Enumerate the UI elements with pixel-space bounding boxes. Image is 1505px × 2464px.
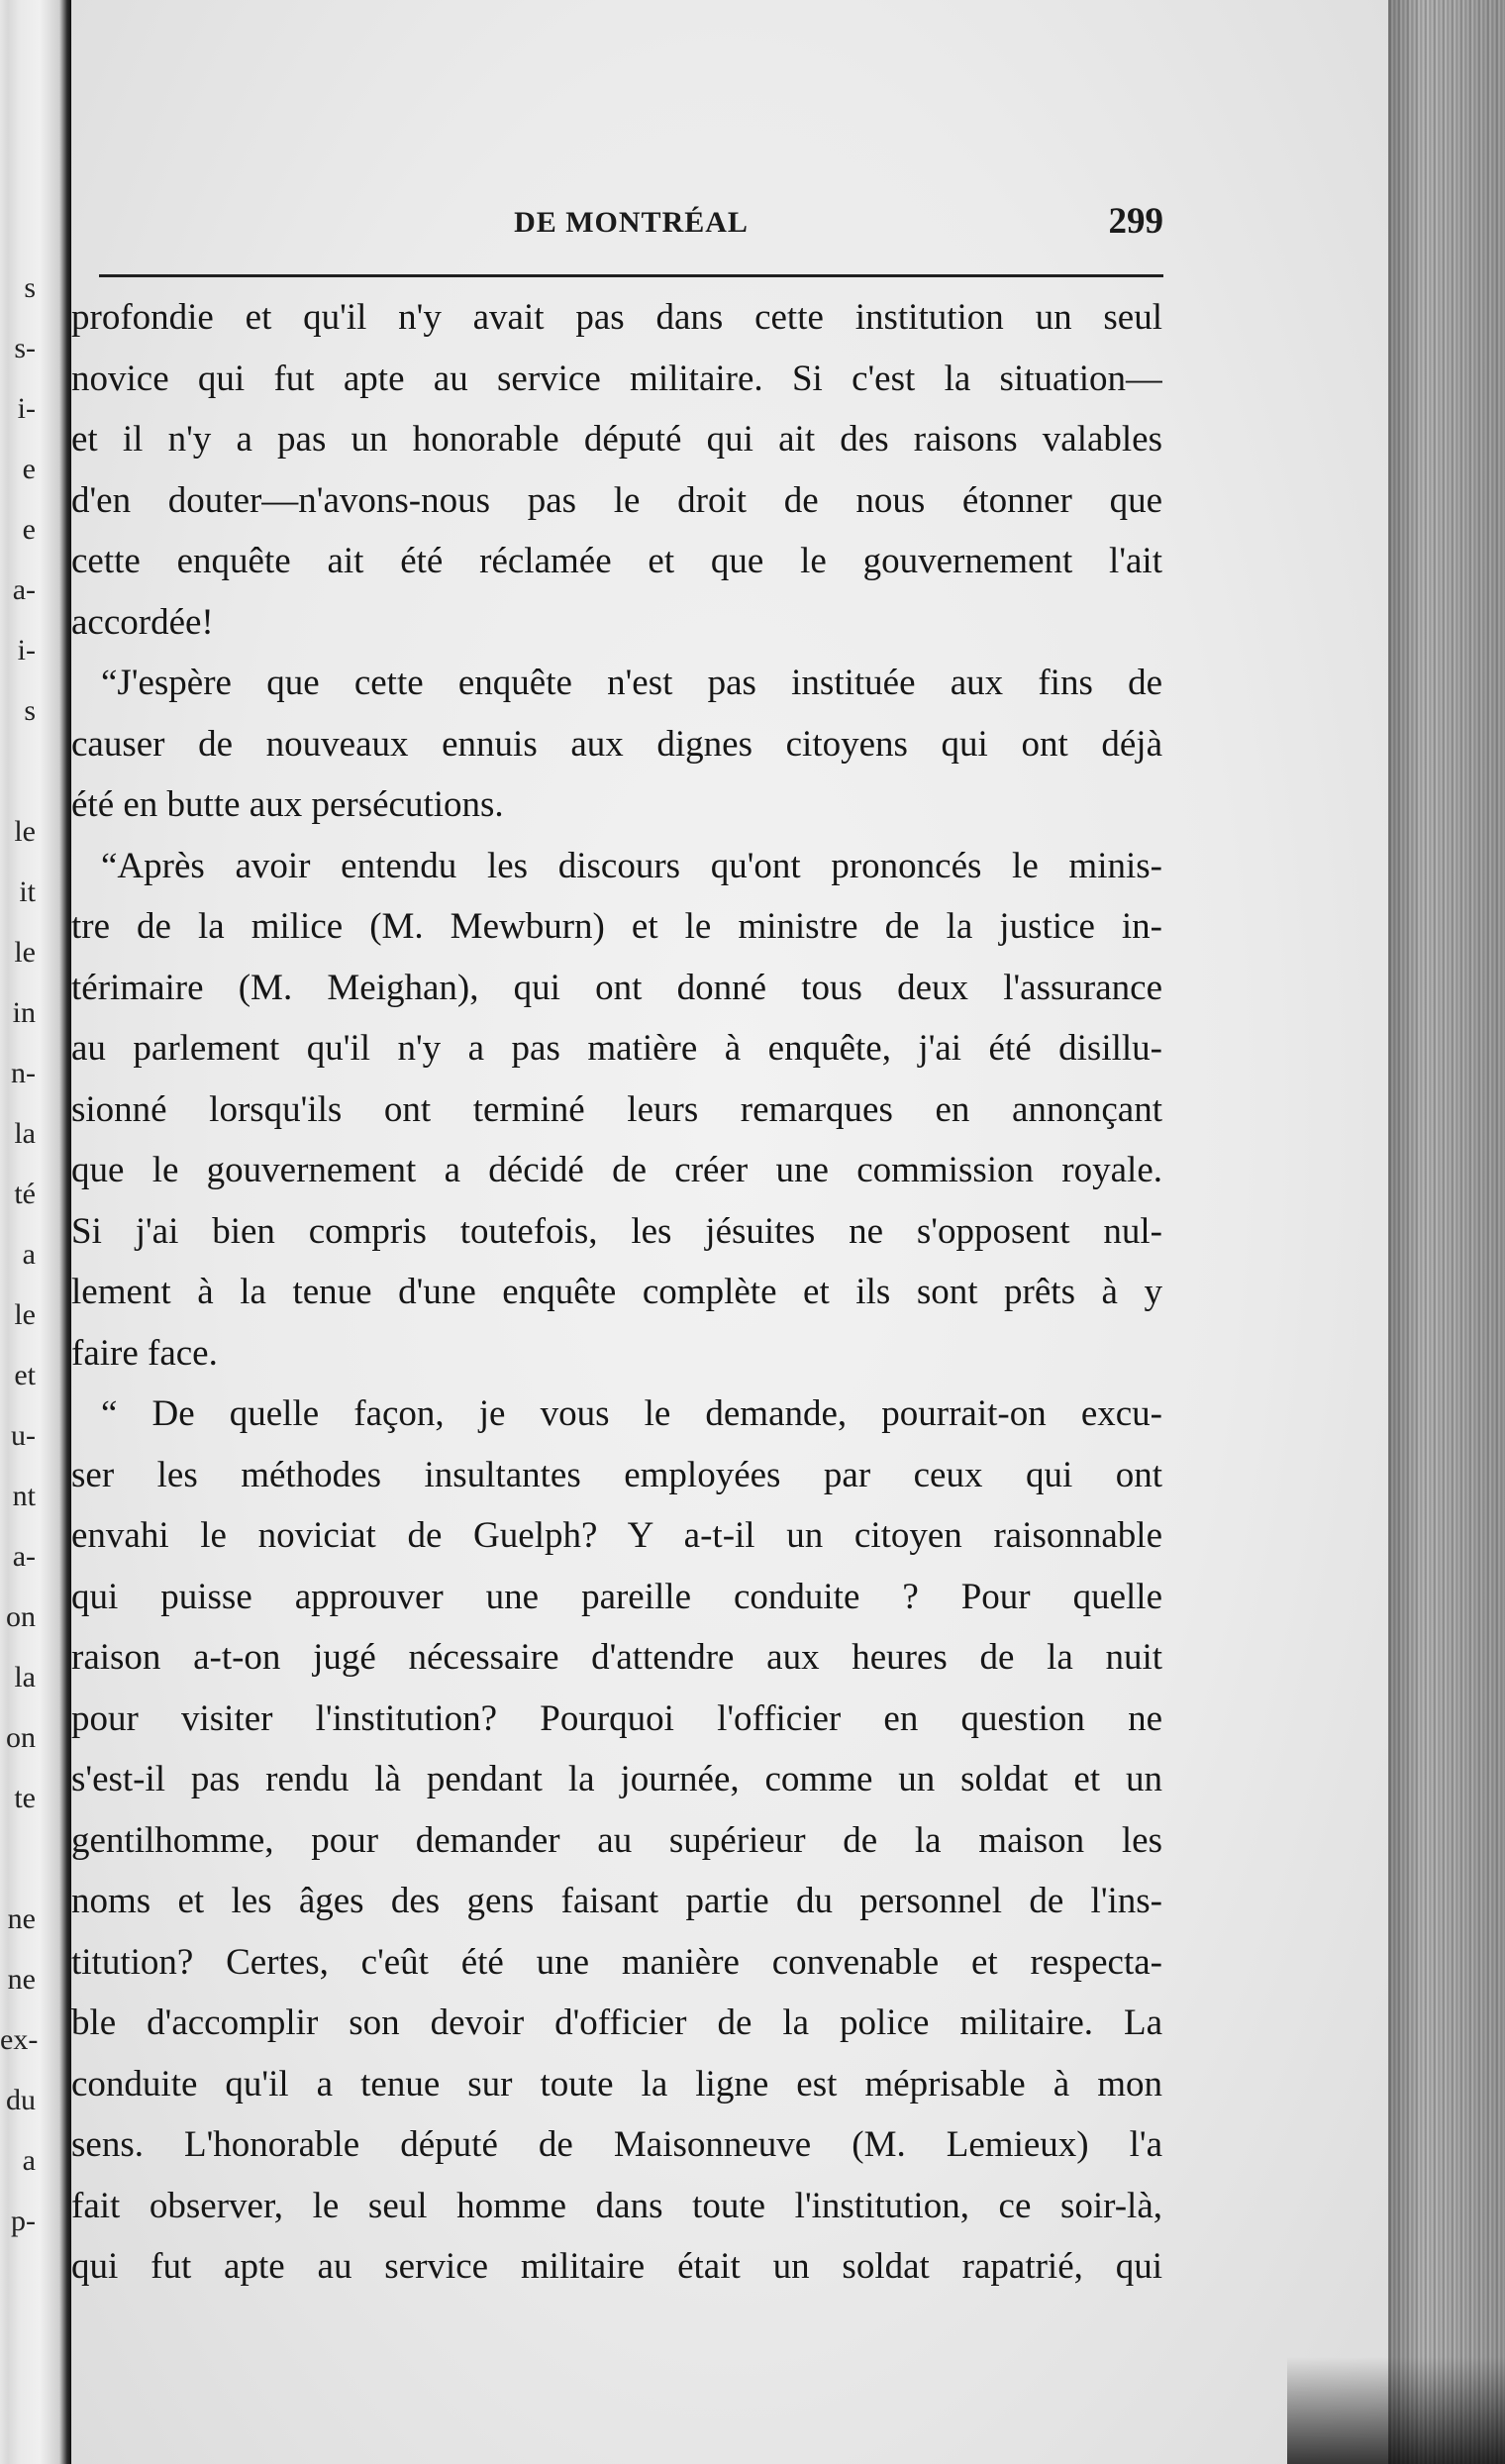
margin-fragment: i- (17, 634, 36, 667)
margin-fragment: nt (12, 1480, 36, 1512)
text-line: sionné lorsqu'ils ont terminé leurs remarques en annonçant (71, 1088, 1162, 1130)
text-line: fait observer, le seul homme dans toute l'institution, ce soir-là, (71, 2185, 1162, 2226)
page-number: 299 (1108, 201, 1163, 242)
page-header (99, 194, 1163, 254)
text-line: qui puisse approuver une pareille conduite ? Pour quelle (71, 1576, 1162, 1617)
margin-fragment: it (19, 875, 36, 908)
text-line: Si j'ai bien compris toutefois, les jésuites ne s'opposent nul- (71, 1210, 1162, 1252)
margin-fragment: ne (7, 1963, 36, 1996)
text-line: que le gouvernement a décidé de créer une commission royale. (71, 1150, 1162, 1190)
text-line: sens. L'honorable député de Maisonneuve (M. Lemieux) l'a (71, 2124, 1162, 2165)
text-line: “Après avoir entendu les discours qu'ont prononcés le minis- (101, 845, 1162, 886)
header-rule (99, 274, 1163, 277)
text-line: envahi le noviciat de Guelph? Y a-t-il un citoyen raisonnable (71, 1515, 1162, 1556)
text-line: qui fut apte au service militaire était un soldat rapatrié, qui (71, 2246, 1162, 2287)
text-line: térimaire (M. Meighan), qui ont donné tous deux l'assurance (71, 967, 1162, 1008)
text-line: faire face. (71, 1332, 218, 1374)
text-line: cette enquête ait été réclamée et que le gouvernement l'ait (71, 541, 1162, 581)
margin-fragment: u- (11, 1419, 36, 1452)
scan-shadow (1287, 2357, 1505, 2464)
margin-fragment: ex- (0, 2023, 39, 2056)
text-line: novice qui fut apte au service militaire. Si c'est la situation— (71, 358, 1162, 399)
margin-fragment: le (14, 1298, 36, 1331)
text-line: “ De quelle façon, je vous le demande, pourrait-on excu- (101, 1393, 1162, 1434)
margin-fragment: et (14, 1359, 36, 1391)
text-line: conduite qu'il a tenue sur toute la ligne est méprisable à mon (71, 2063, 1162, 2105)
text-line: lement à la tenue d'une enquête complète et ils sont prêts à y (71, 1272, 1162, 1312)
margin-fragment (0, 1828, 40, 1889)
margin-fragment: la (14, 1661, 36, 1694)
text-line: noms et les âges des gens faisant partie du personnel de l'ins- (71, 1881, 1162, 1921)
margin-fragment: la (14, 1117, 36, 1150)
margin-fragment: a- (12, 1540, 36, 1573)
margin-fragment: s (24, 271, 36, 304)
page-edge-shadow (1388, 0, 1505, 2464)
text-line: causer de nouveaux ennuis aux dignes citoyens qui ont déjà (71, 723, 1162, 765)
text-line: accordée! (71, 601, 214, 643)
text-line: d'en douter—n'avons-nous pas le droit de nous étonner que (71, 479, 1162, 521)
text-line: titution? Certes, c'eût été une manière convenable et respecta- (71, 1941, 1162, 1983)
text-line: “J'espère que cette enquête n'est pas instituée aux fins de (101, 663, 1162, 703)
text-line: et il n'y a pas un honorable député qui ait des raisons valables (71, 419, 1162, 460)
margin-fragment: a (22, 1238, 36, 1271)
margin-fragment: a- (12, 573, 36, 606)
text-line: gentilhomme, pour demander au supérieur de la maison les (71, 1819, 1162, 1861)
text-line: pour visiter l'institution? Pourquoi l'officier en question ne (71, 1697, 1162, 1739)
margin-fragment: e (22, 513, 36, 546)
margin-fragment: s (24, 694, 36, 727)
margin-fragment: i- (17, 392, 36, 425)
margin-fragment: in (12, 996, 36, 1029)
text-line: tre de la milice (M. Mewburn) et le ministre de la justice in- (71, 906, 1162, 947)
text-line: ser les méthodes insultantes employées par ceux qui ont (71, 1454, 1162, 1495)
text-line: raison a-t-on jugé nécessaire d'attendre aux heures de la nuit (71, 1637, 1162, 1678)
margin-fragment: du (6, 2084, 36, 2116)
margin-fragment: té (14, 1178, 36, 1210)
text-line: s'est-il pas rendu là pendant la journée, comme un soldat et un (71, 1759, 1162, 1799)
margin-fragment: e (22, 453, 36, 485)
text-line: profondie et qu'il n'y avait pas dans cette institution un seul (71, 297, 1162, 338)
margin-fragment: te (14, 1782, 36, 1814)
margin-fragment: on (6, 1600, 36, 1633)
margin-fragment: on (6, 1721, 36, 1754)
margin-fragment: s- (14, 332, 36, 364)
margin-fragment: le (14, 936, 36, 969)
adjacent-page-fragments (0, 257, 40, 2251)
text-line: ble d'accomplir son devoir d'officier de la police militaire. La (71, 2002, 1162, 2043)
margin-fragment (0, 741, 40, 801)
margin-fragment: le (14, 815, 36, 848)
adjacent-page-edge (0, 0, 71, 2464)
text-line: au parlement qu'il n'y a pas matière à enquête, j'ai été disillu- (71, 1028, 1162, 1069)
margin-fragment: a (22, 2144, 36, 2177)
margin-fragment: ne (7, 1902, 36, 1935)
text-line: été en butte aux persécutions. (71, 784, 504, 825)
margin-fragment: n- (11, 1057, 36, 1089)
body-text (71, 287, 1162, 2298)
running-head: DE MONTRÉAL (514, 206, 749, 239)
margin-fragment: p- (11, 2205, 36, 2237)
